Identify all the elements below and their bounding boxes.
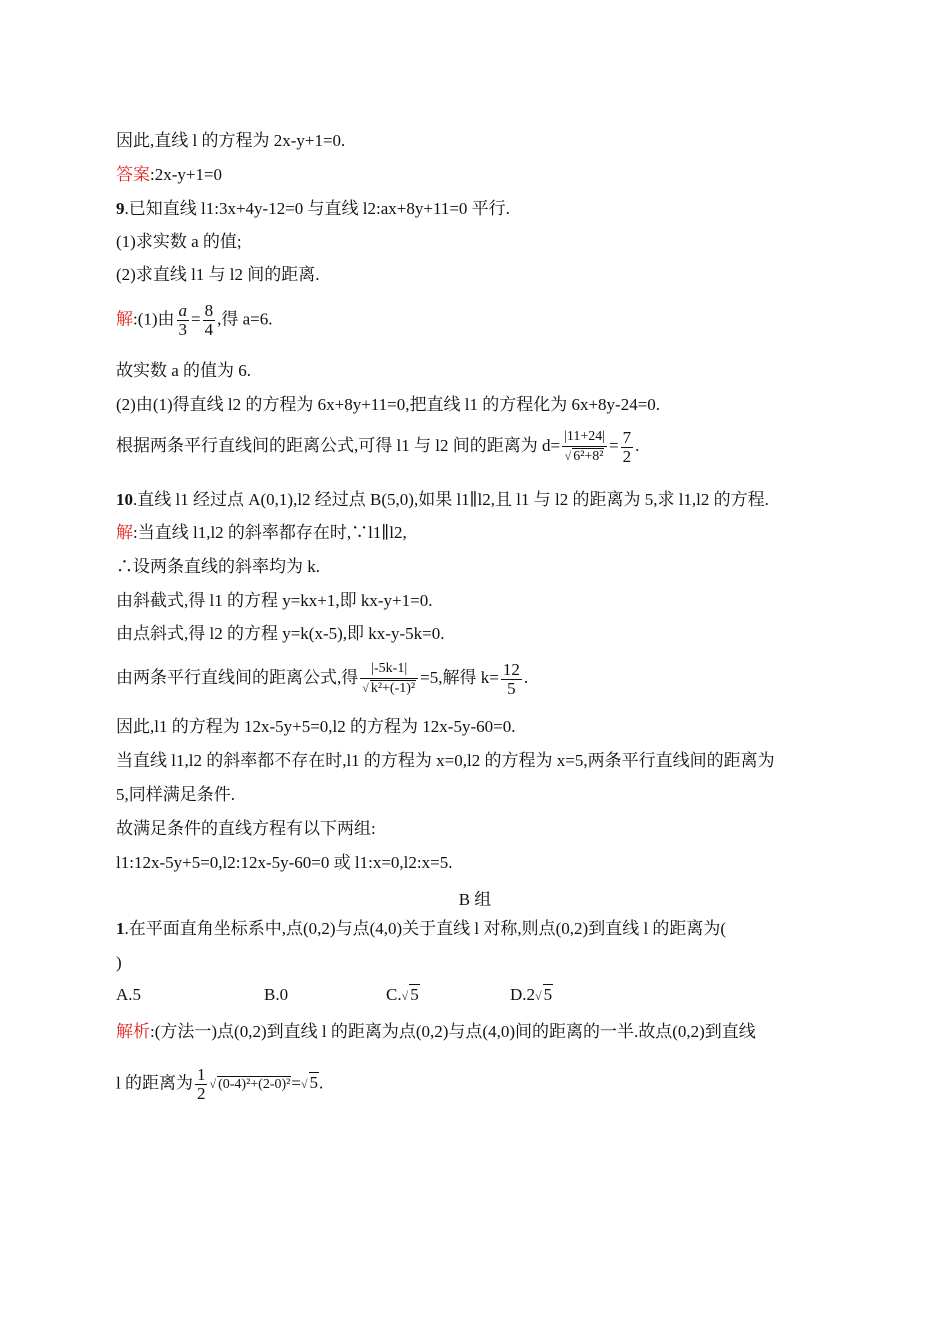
answer-line: 答案:2x-y+1=0 [116, 165, 223, 184]
analysis-label: 解析 [116, 1022, 150, 1041]
solution-10-line5: 由两条平行直线间的距离公式,得 $\frac{|-5k-1|}{\text{√ k²+(-1)²}}$ =5,解得 k= $\frac{12}{5}$ . [116, 659, 529, 698]
text-line: 因此,直线 l 的方程为 2x-y+1=0. [116, 131, 346, 150]
solution-10-line4: 由点斜式,得 l2 的方程 y=k(x-5),即 kx-y-5k=0. [116, 624, 445, 643]
fraction: $\frac{a}{3}$ [178, 301, 188, 339]
question-number: 10 [116, 490, 133, 509]
solution-label: 解 [116, 523, 133, 542]
option-b: B.0 [264, 985, 289, 1004]
solution-10-line7: 当直线 l1,l2 的斜率都不存在时,l1 的方程为 x=0,l2 的方程为 x=5,两条平行直线间的距离为 [116, 751, 775, 770]
solution-10-line1: 解:当直线 l1,l2 的斜率都存在时,∵l1∥l2, [116, 523, 407, 542]
fraction: $\frac{|11+24|}{\text{√ 6²+8²}}$ [564, 429, 606, 464]
analysis-line2: l 的距离为 $\frac{1}{2}$ √ (0-4)²+(2-0)²=√ 5. [116, 1065, 324, 1103]
solution-10-line3: 由斜截式,得 l1 的方程 y=kx+1,即 kx-y+1=0. [116, 591, 433, 610]
solution-10-line10: l1:12x-5y+5=0,l2:12x-5y-60=0 或 l1:x=0,l2:x=5. [116, 853, 453, 872]
fraction: $\frac{7}{2}$ [622, 427, 632, 466]
solution-9-line4: 根据两条平行直线间的距离公式,可得 l1 与 l2 间的距离为 d= $\frac{|11+24|}{\text{√ 6²+8²}}$ = $\frac{7}{2}$ . [116, 427, 640, 466]
solution-10-line8: 5,同样满足条件. [116, 785, 235, 804]
option-a: A.5 [116, 985, 142, 1004]
question-b1: 1.在平面直角坐标系中,点(0,2)与点(4,0)关于直线 l 对称,则点(0,2)到直线 l 的距离为( [116, 919, 727, 938]
option-d: D.2√ 5 [510, 985, 553, 1004]
solution-9-line2: 故实数 a 的值为 6. [116, 361, 252, 380]
analysis-line1: 解析:(方法一)点(0,2)到直线 l 的距离为点(0,2)与点(4,0)间的距离的一半.故点(0,2)到直线 [116, 1022, 756, 1041]
question-10: 10.直线 l1 经过点 A(0,1),l2 经过点 B(5,0),如果 l1∥l2,且 l1 与 l2 的距离为 5,求 l1,l2 的方程. [116, 490, 769, 509]
question-9: 9.已知直线 l1:3x+4y-12=0 与直线 l2:ax+8y+11=0 平行. [116, 199, 510, 218]
solution-10-line6: 因此,l1 的方程为 12x-5y+5=0,l2 的方程为 12x-5y-60=0. [116, 717, 516, 736]
fraction: $\frac{8}{4}$ [204, 301, 214, 339]
solution-10-line2: ∴设两条直线的斜率均为 k. [116, 557, 320, 576]
fraction: $\frac{1}{2}$ [196, 1065, 206, 1103]
answer-label: 答案 [116, 165, 150, 184]
question-number: 9 [116, 199, 125, 218]
fraction: $\frac{12}{5}$ [502, 659, 520, 698]
question-number: 1 [116, 919, 125, 938]
question-9-part2: (2)求直线 l1 与 l2 间的距离. [116, 265, 320, 284]
solution-label: 解 [116, 309, 133, 329]
question-b1-paren: ) [116, 953, 122, 972]
group-heading: B 组 [458, 890, 492, 909]
question-9-part1: (1)求实数 a 的值; [116, 232, 242, 251]
solution-10-line9: 故满足条件的直线方程有以下两组: [116, 819, 376, 838]
option-c: C.√ 5 [386, 985, 419, 1004]
solution-9-line1: 解:(1)由 $\frac{a}{3}$ = $\frac{8}{4}$ ,得 a=6. [116, 301, 273, 339]
fraction: $\frac{|-5k-1|}{\text{√ k²+(-1)²}}$ [360, 660, 418, 698]
solution-9-line3: (2)由(1)得直线 l2 的方程为 6x+8y+11=0,把直线 l1 的方程化为 6x+8y-24=0. [116, 395, 661, 414]
